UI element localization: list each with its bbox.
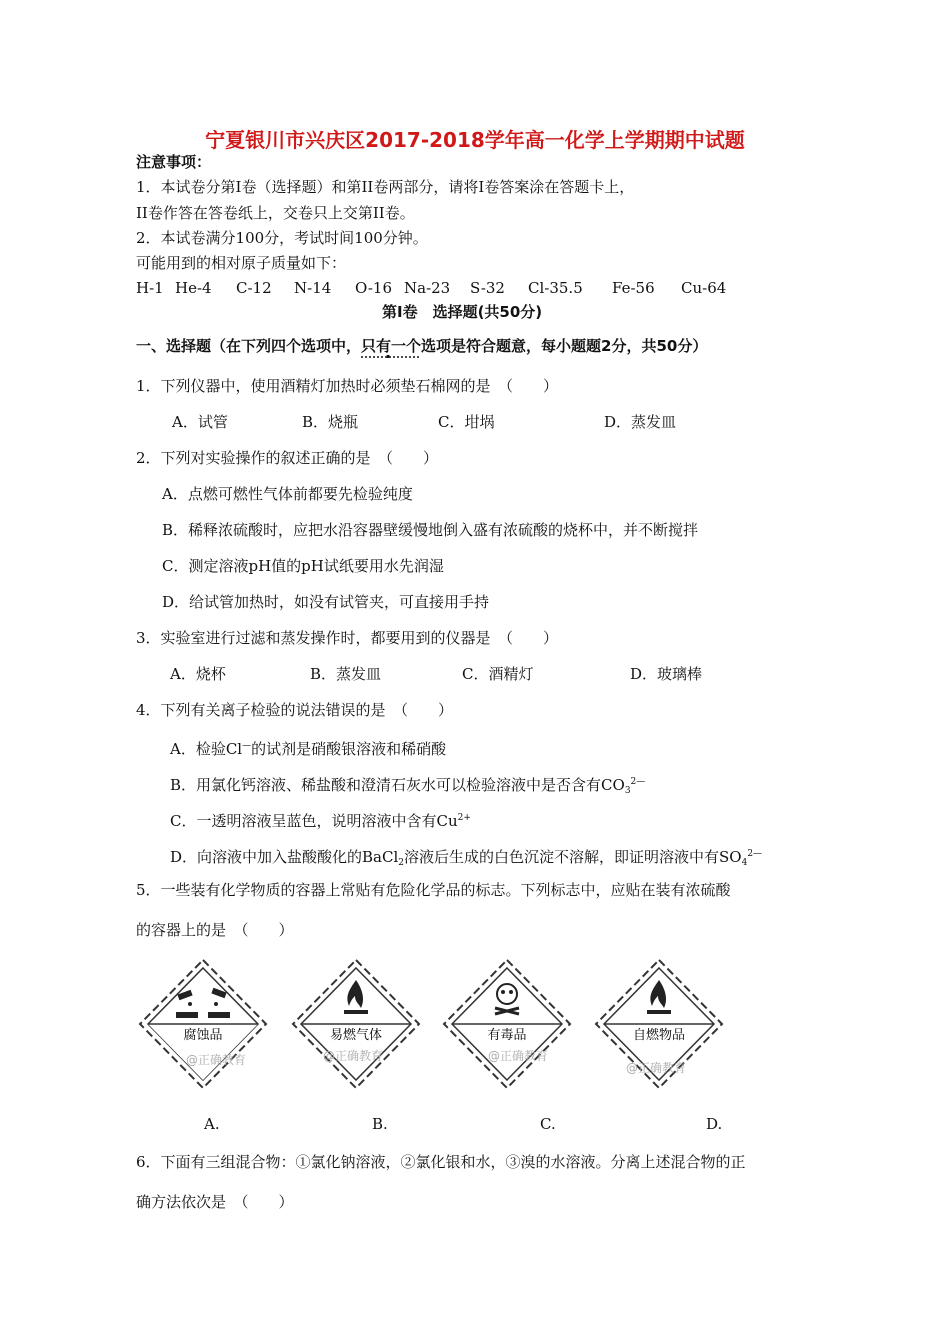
question-2-stem: 2．下列对实验操作的叙述正确的是 （ ） (136, 449, 439, 467)
question-1-option-c: C．坩埚 (438, 413, 495, 431)
question-4-option-b: B．用氯化钙溶液、稀盐酸和澄清石灰水可以检验溶液中是否含有$CO_3^{2—}$ (170, 776, 646, 796)
question-1-stem: 1．下列仪器中，使用酒精灯加热时必须垫石棉网的是 （ ） (136, 377, 559, 395)
question-4-option-c: C．一透明溶液呈蓝色，说明溶液中含有$Cu^{2+}$ (170, 812, 471, 830)
svg-text:腐蚀品: 腐蚀品 (183, 1028, 223, 1043)
flame-icon (647, 980, 671, 1014)
instr-post: 选项是符合题意，每小题题2分，共50分） (421, 337, 708, 355)
question-3-stem: 3．实验室进行过滤和蒸发操作时，都要用到的仪器是 （ ） (136, 629, 559, 647)
question-6-stem-line-2: 确方法依次是 （ ） (136, 1193, 294, 1211)
mass-item: C-12 (236, 279, 272, 297)
mass-item: S-32 (470, 279, 505, 297)
section-instructions (136, 336, 707, 356)
question-5-option-a: A. (204, 1115, 220, 1133)
hazard-sign-spontaneous-combustion (592, 956, 726, 1096)
notes-line-1: 1．本试卷分第Ⅰ卷（选择题）和第II卷两部分，请将Ⅰ卷答案涂在答题卡上， (136, 178, 635, 196)
mass-item: Fe-56 (612, 279, 655, 297)
svg-text:@正确教育: @正确教育 (487, 1049, 549, 1063)
question-5-stem-line-1: 5．一些装有化学物质的容器上常贴有危险化学品的标志。下列标志中，应贴在装有浓硫酸 (136, 881, 731, 899)
question-1-option-a: A．试管 (172, 413, 228, 431)
hazard-sign-flammable-gas (289, 956, 423, 1096)
question-4-option-d: D．向溶液中加入盐酸酸化的BaCl$_2$溶液后生成的白色沉淀不溶解，即证明溶液中有$SO_4^{2—}$ (170, 848, 763, 868)
question-3-option-d: D．玻璃棒 (630, 665, 703, 683)
question-5-option-c: C. (540, 1115, 556, 1133)
question-3-option-a: A．烧杯 (170, 665, 226, 683)
question-2-option-a: A．点燃可燃性气体前都要先检验纯度 (162, 485, 413, 503)
svg-text:自燃物品: 自燃物品 (632, 1028, 686, 1043)
notes-line-3: 2．本试卷满分100分，考试时间100分钟。 (136, 229, 428, 247)
svg-text:有毒品: 有毒品 (487, 1028, 527, 1043)
question-1-option-b: B．烧瓶 (302, 413, 359, 431)
mass-item: Cu-64 (681, 279, 727, 297)
notes-line-4: 可能用到的相对原子质量如下： (136, 254, 347, 272)
page-title: 宁夏银川市兴庆区2017-2018学年高一化学上学期期中试题 (205, 128, 745, 152)
mass-item: Cl-35.5 (528, 279, 583, 297)
question-4-option-a: A．检验Cl—的试剂是硝酸银溶液和稀硝酸 (170, 740, 447, 758)
mass-item: H-1 (136, 279, 164, 297)
question-6-stem-line-1: 6．下面有三组混合物：①氯化钠溶液，②氯化银和水，③溴的水溶液。分离上述混合物的正 (136, 1153, 746, 1171)
mass-item: He-4 (175, 279, 212, 297)
flame-icon (344, 980, 368, 1014)
question-2-option-b: B．稀释浓硫酸时，应把水沿容器壁缓慢地倒入盛有浓硫酸的烧杯中，并不断搅拌 (162, 521, 699, 539)
instr-emphasis: 只有一个 (361, 337, 422, 355)
mass-item: O-16 (355, 279, 393, 297)
question-5-stem-line-2: 的容器上的是 （ ） (136, 921, 294, 939)
mass-item: Na-23 (404, 279, 451, 297)
question-5-option-d: D. (706, 1115, 723, 1133)
svg-text:@正确教育: @正确教育 (625, 1061, 687, 1075)
svg-text:@正确教育: @正确教育 (185, 1053, 247, 1067)
section-title: 第Ⅰ卷 选择题(共50分) (382, 303, 543, 321)
mass-item: N-14 (294, 279, 332, 297)
question-1-option-d: D．蒸发皿 (604, 413, 677, 431)
hazard-sign-toxic (440, 956, 574, 1096)
question-3-option-c: C．酒精灯 (462, 665, 534, 683)
question-4-stem: 4．下列有关离子检验的说法错误的是 （ ） (136, 701, 454, 719)
svg-text:@正确教育: @正确教育 (322, 1049, 384, 1063)
skull-icon (495, 984, 519, 1014)
question-2-option-c: C．测定溶液pH值的pH试纸要用水先润湿 (162, 557, 444, 575)
hazard-sign-corrosive (136, 956, 270, 1096)
corrosive-icon (176, 988, 230, 1018)
instr-pre: 一、选择题（在下列四个选项中， (136, 337, 362, 355)
notes-line-2: II卷作答在答卷纸上，交卷只上交第II卷。 (136, 204, 415, 222)
notes-heading: 注意事项： (136, 153, 212, 171)
svg-text:易燃气体: 易燃气体 (329, 1028, 383, 1043)
question-3-option-b: B．蒸发皿 (310, 665, 382, 683)
question-2-option-d: D．给试管加热时，如没有试管夹，可直接用手持 (162, 593, 490, 611)
question-5-option-b: B. (372, 1115, 388, 1133)
